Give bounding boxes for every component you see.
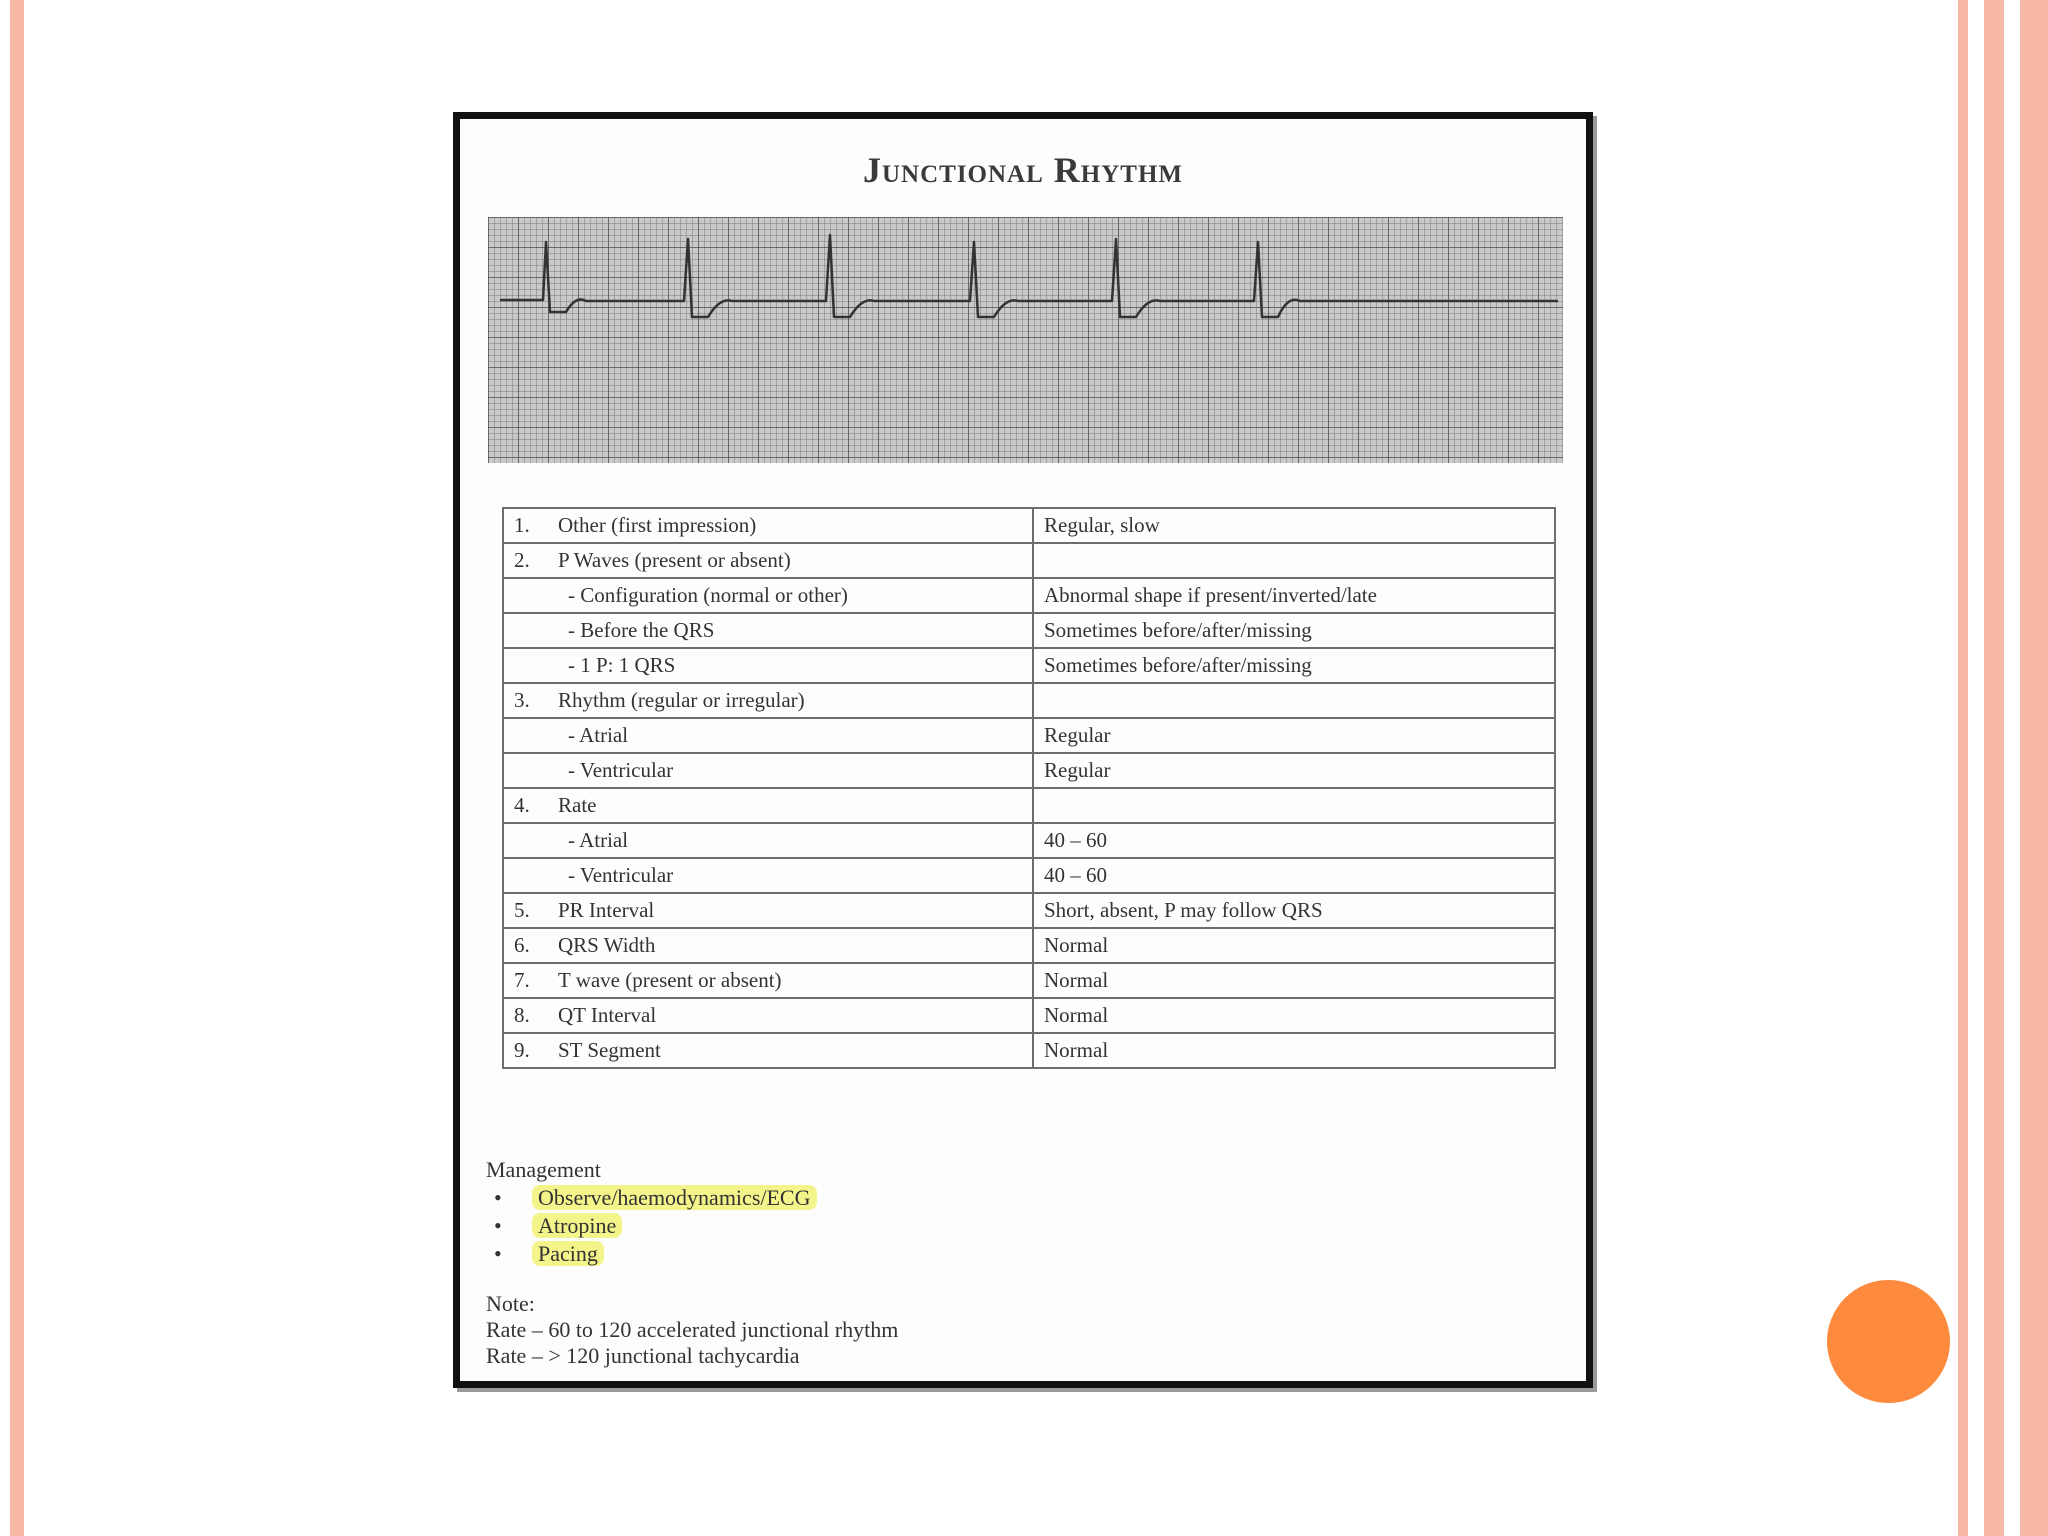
table-row — [503, 508, 1555, 543]
criterion-cell — [503, 753, 1033, 788]
bullet-icon: • — [494, 1213, 502, 1238]
criterion-value: Abnormal shape if present/inverted/late — [1033, 578, 1555, 613]
slide-left-stripe — [10, 0, 24, 1536]
criterion-label: - Atrial — [568, 828, 629, 852]
slide-right-stripe — [1984, 0, 2004, 1536]
criterion-cell — [503, 858, 1033, 893]
table-row — [503, 858, 1555, 893]
note-heading: Note: — [486, 1291, 535, 1316]
criterion-label: - Ventricular — [568, 758, 674, 782]
list-item — [486, 1185, 811, 1213]
criterion-cell — [503, 718, 1033, 753]
slide-right-stripe — [2020, 0, 2048, 1536]
table-row — [503, 543, 1555, 578]
table-row — [503, 998, 1555, 1033]
table-row — [503, 648, 1555, 683]
note-line: Rate – > 120 junctional tachycardia — [486, 1343, 800, 1368]
management-item: Observe/haemodynamics/ECG — [532, 1185, 817, 1210]
criterion-cell — [503, 963, 1033, 998]
criterion-value: Regular — [1033, 718, 1555, 753]
management-section — [486, 1157, 811, 1269]
criterion-value: Regular, slow — [1033, 508, 1555, 543]
criterion-cell — [503, 893, 1033, 928]
management-heading: Management — [486, 1157, 601, 1182]
criterion-label: P Waves (present or absent) — [558, 548, 791, 572]
criterion-label: Other (first impression) — [558, 513, 757, 537]
criterion-value: Short, absent, P may follow QRS — [1033, 893, 1555, 928]
criterion-cell — [503, 823, 1033, 858]
criterion-value: 40 – 60 — [1033, 823, 1555, 858]
ecg-strip-image — [488, 217, 1563, 463]
criterion-label: ST Segment — [558, 1038, 661, 1062]
row-number: 1. — [514, 513, 530, 537]
list-item — [486, 1213, 617, 1241]
row-number: 6. — [514, 933, 530, 957]
criterion-value: Normal — [1033, 928, 1555, 963]
criterion-cell — [503, 578, 1033, 613]
criterion-cell — [503, 683, 1033, 718]
management-item: Atropine — [532, 1213, 622, 1238]
criteria-table — [502, 507, 1556, 1069]
criterion-cell — [503, 928, 1033, 963]
decorative-orange-circle — [1827, 1280, 1950, 1403]
table-row — [503, 928, 1555, 963]
criterion-value — [1033, 788, 1555, 823]
criterion-label: T wave (present or absent) — [558, 968, 782, 992]
table-row — [503, 1033, 1555, 1068]
criterion-value — [1033, 683, 1555, 718]
criterion-label: - 1 P: 1 QRS — [568, 653, 676, 677]
note-line: Rate – 60 to 120 accelerated junctional rhythm — [486, 1317, 899, 1342]
criterion-cell — [503, 998, 1033, 1033]
row-number: 4. — [514, 793, 530, 817]
table-row — [503, 718, 1555, 753]
table-row — [503, 683, 1555, 718]
criterion-value: Sometimes before/after/missing — [1033, 648, 1555, 683]
bullet-icon: • — [494, 1185, 502, 1210]
criterion-cell — [503, 508, 1033, 543]
row-number: 3. — [514, 688, 530, 712]
criterion-value: Normal — [1033, 963, 1555, 998]
criterion-label: Rate — [558, 793, 597, 817]
management-item: Pacing — [532, 1241, 604, 1266]
table-row — [503, 963, 1555, 998]
criterion-value: Normal — [1033, 998, 1555, 1033]
list-item — [486, 1241, 601, 1269]
scanned-document — [453, 112, 1593, 1388]
criterion-cell — [503, 613, 1033, 648]
criterion-label: PR Interval — [558, 898, 655, 922]
criterion-value: Sometimes before/after/missing — [1033, 613, 1555, 648]
criterion-label: Rhythm (regular or irregular) — [558, 688, 805, 712]
criterion-value — [1033, 543, 1555, 578]
criterion-label: QT Interval — [558, 1003, 657, 1027]
row-number: 2. — [514, 548, 530, 572]
criterion-value: Normal — [1033, 1033, 1555, 1068]
criterion-label: - Before the QRS — [568, 618, 715, 642]
table-row — [503, 893, 1555, 928]
row-number: 8. — [514, 1003, 530, 1027]
criterion-cell — [503, 788, 1033, 823]
criterion-label: - Ventricular — [568, 863, 674, 887]
note-section — [486, 1291, 898, 1369]
document-title: Junctional Rhythm — [862, 150, 1183, 190]
ecg-trace — [488, 217, 1563, 463]
row-number: 5. — [514, 898, 530, 922]
criterion-cell — [503, 1033, 1033, 1068]
criterion-cell — [503, 648, 1033, 683]
criterion-cell — [503, 543, 1033, 578]
row-number: 7. — [514, 968, 530, 992]
row-number: 9. — [514, 1038, 530, 1062]
criterion-value: Regular — [1033, 753, 1555, 788]
slide-right-stripe — [1958, 0, 1968, 1536]
table-row — [503, 578, 1555, 613]
criterion-label: QRS Width — [558, 933, 656, 957]
table-row — [503, 613, 1555, 648]
table-row — [503, 823, 1555, 858]
table-row — [503, 788, 1555, 823]
table-row — [503, 753, 1555, 788]
criterion-label: - Atrial — [568, 723, 629, 747]
criterion-label: - Configuration (normal or other) — [568, 583, 848, 607]
bullet-icon: • — [494, 1241, 502, 1266]
criterion-value: 40 – 60 — [1033, 858, 1555, 893]
